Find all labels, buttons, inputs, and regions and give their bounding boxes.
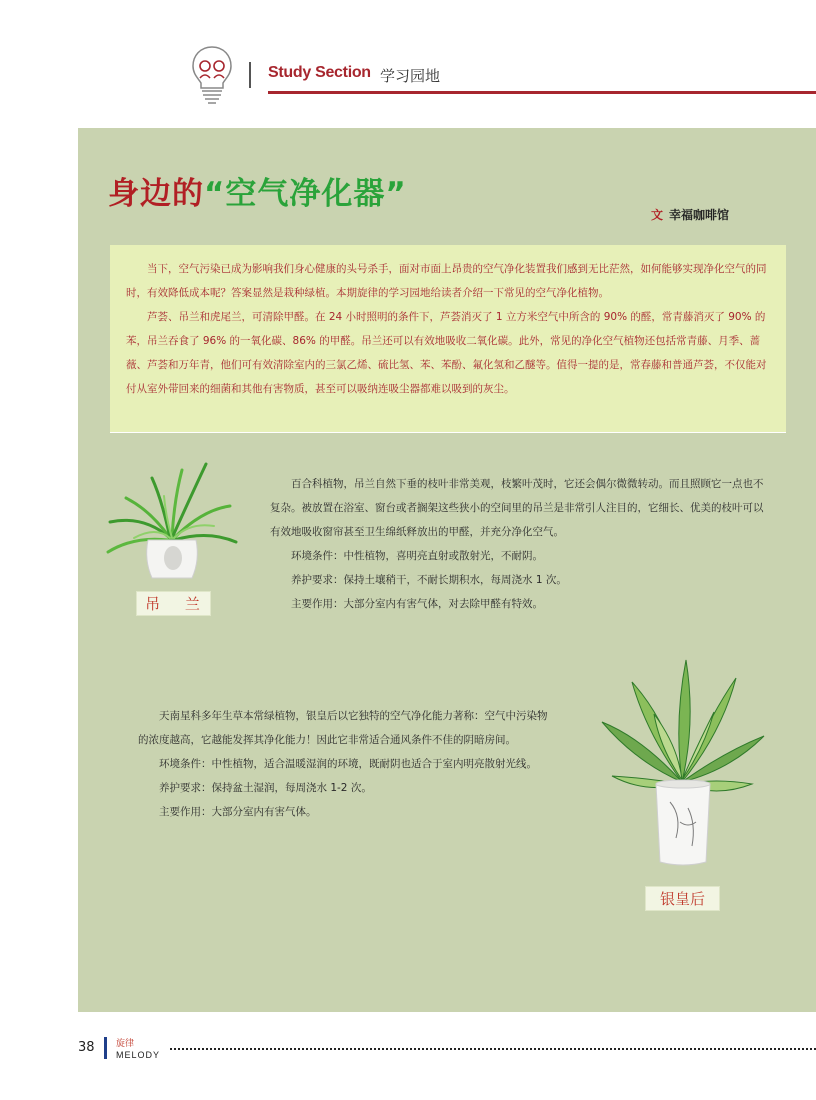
section-title-cn: 学习园地 [380, 67, 441, 85]
page-number: 38 [78, 1040, 95, 1055]
magazine-name-cn: 旋律 [116, 1039, 135, 1049]
spider-plant-image [104, 460, 240, 585]
silver-queen-description [138, 704, 554, 824]
plant-paragraph: 环境条件：中性植物，喜明亮直射或散射光，不耐阴。 [291, 550, 543, 562]
lightbulb-logo-icon [190, 44, 234, 106]
plant-paragraph: 养护要求：保持盆土湿润，每周浇水 1-2 次。 [159, 782, 372, 794]
header-rule [268, 91, 816, 94]
intro-box [110, 245, 786, 433]
plant-paragraph: 主要作用：大部分室内有害气体。 [159, 806, 317, 818]
header-separator [249, 62, 251, 88]
spider-plant-description [270, 472, 770, 616]
author-prefix: 文 [651, 208, 664, 222]
plant-name-silver-queen: 银皇后 [645, 886, 720, 911]
plant-paragraph: 百合科植物，吊兰自然下垂的枝叶非常美观，枝繁叶茂时，它还会偶尔微微转动。而且照顾它一点也不复杂。被放置在浴室、窗台或者搁架这些狭小的空间里的吊兰是非常引人注目的，它细长、优美的枝叶可以有效地吸收窗帘甚至卫生绵纸释放出的甲醛，并充分净化空气。 [270, 478, 764, 538]
plant-paragraph: 主要作用：大部分室内有害气体，对去除甲醛有特效。 [291, 598, 543, 610]
plant-name-spider-plant: 吊 兰 [136, 591, 211, 616]
silver-queen-plant-image [596, 652, 768, 868]
article-title [108, 168, 407, 213]
plant-paragraph: 天南星科多年生草本常绿植物，银皇后以它独特的空气净化能力著称：空气中污染物的浓度越高，它越能发挥其净化能力！因此它非常适合通风条件不佳的阴暗房间。 [138, 710, 548, 746]
author-name: 幸福咖啡馆 [669, 208, 730, 222]
plant-paragraph: 环境条件：中性植物，适合温暖湿润的环境，既耐阴也适合于室内明亮散射光线。 [159, 758, 537, 770]
article-title-part2: “空气净化器” [204, 176, 407, 212]
section-title-en: Study Section [268, 64, 371, 81]
intro-paragraph: 芦荟、吊兰和虎尾兰，可清除甲醛。在 24 小时照明的条件下，芦荟消灭了 1 立方米空气中所含的 90% 的醛，常青藤消灭了 90% 的苯，吊兰吞食了 96% 的一氧化碳、86% 的甲醛。吊兰还可以有效地吸收二氧化碳。此外，常见的净化空气植物还包括常青藤、月季、蔷薇、芦荟和万年青，他们可有效清除室内的三氯乙烯、硫比氢、苯、苯酚、氟化氢和乙醚等。值得一提的是，常春藤和普通芦荟，不仅能对付从室外带回来的细菌和其他有害物质，甚至可以吸纳连吸尘器都难以吸到的灰尘。 [126, 311, 767, 395]
article-title-part1: 身边的 [108, 176, 204, 212]
magazine-name-en: MELODY [116, 1050, 161, 1060]
intro-paragraph: 当下，空气污染已成为影响我们身心健康的头号杀手，面对市面上昂贵的空气净化装置我们感到无比茫然，如何能够实现净化空气的同时，有效降低成本呢？答案显然是栽种绿植。本期旋律的学习园地给读者介绍一下常见的空气净化植物。 [126, 263, 767, 299]
footer-dotted-rule [170, 1048, 816, 1050]
footer-bar [104, 1037, 107, 1059]
article-author [651, 206, 729, 223]
plant-paragraph: 养护要求：保持土壤稍干，不耐长期积水，每周浇水 1 次。 [291, 574, 567, 586]
